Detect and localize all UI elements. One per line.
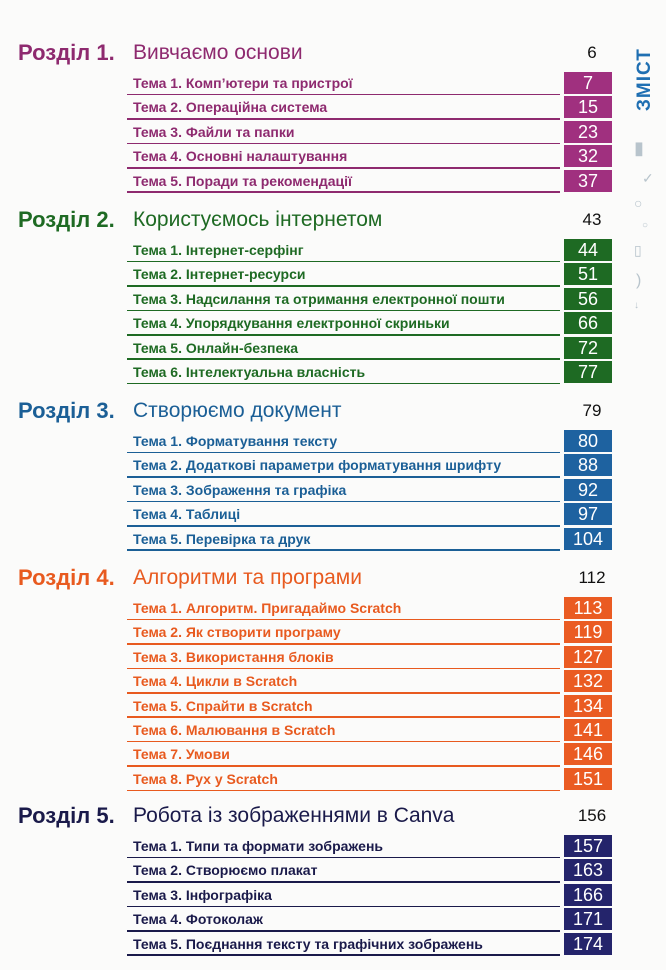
topic-page-number: 171: [564, 908, 612, 930]
list-item[interactable]: [127, 718, 612, 742]
topic-page-number: 72: [564, 337, 612, 359]
file-icon: ▯: [634, 242, 642, 258]
list-item[interactable]: [127, 883, 612, 907]
list-item[interactable]: [127, 858, 612, 882]
topic-label: Тема 8. Рух у Scratch: [133, 770, 278, 787]
topic-label: Тема 3. Файли та папки: [133, 123, 295, 140]
section-number: Розділ 5.: [18, 803, 115, 828]
list-item[interactable]: [127, 767, 612, 791]
list-item[interactable]: [127, 336, 612, 360]
topic-page-number: 97: [564, 503, 612, 525]
dot-icon: ○: [642, 220, 649, 231]
topic-page-number: 32: [564, 145, 612, 167]
topic-label: Тема 6. Інтелектуальна власність: [133, 363, 366, 380]
topic-label: Тема 1. Форматування тексту: [133, 433, 338, 449]
topic-page-number: 37: [564, 170, 612, 192]
arrow-icon: ↓: [634, 300, 639, 311]
topic-label: Тема 7. Умови: [133, 746, 230, 763]
topic-page-number: 51: [564, 263, 612, 285]
topic-label: Тема 4. Основні налаштування: [133, 148, 348, 165]
topic-label: Тема 5. Спрайти в Scratch: [133, 697, 313, 714]
topic-page-number: 132: [564, 670, 612, 692]
topic-label: Тема 1. Інтернет-серфінг: [133, 242, 304, 258]
topic-list: [127, 834, 612, 956]
topic-label: Тема 5. Поєднання тексту та графічних зображень: [133, 935, 483, 952]
topic-label: Тема 5. Онлайн-безпека: [133, 339, 299, 356]
list-item[interactable]: [127, 907, 612, 931]
topic-page-number: 77: [564, 361, 612, 383]
divider: [127, 549, 560, 551]
list-item[interactable]: [127, 71, 612, 95]
topic-page-number: 7: [564, 72, 612, 94]
topic-label: Тема 3. Використання блоків: [133, 648, 334, 665]
topic-page-number: 44: [564, 239, 612, 261]
list-item[interactable]: [127, 620, 612, 644]
list-item[interactable]: [127, 742, 612, 766]
list-item[interactable]: [127, 932, 612, 956]
topic-page-number: 134: [564, 695, 612, 717]
list-item[interactable]: [127, 262, 612, 286]
side-tab: [620, 20, 666, 350]
topic-page-number: 56: [564, 288, 612, 310]
section-page: 156: [577, 806, 607, 825]
list-item[interactable]: [127, 645, 612, 669]
check-icon: ✓: [642, 170, 654, 186]
topic-page-number: 157: [564, 835, 612, 857]
list-item[interactable]: [127, 596, 612, 620]
divider: [127, 954, 560, 956]
wifi-icon: ): [636, 272, 642, 289]
topic-page-number: 88: [564, 454, 612, 476]
topic-label: Тема 3. Зображення та графіка: [133, 481, 347, 498]
side-tab-label: ЗМІСТ: [634, 48, 655, 112]
topic-label: Тема 3. Інфографіка: [133, 886, 272, 903]
topic-page-number: 113: [564, 597, 612, 619]
list-item[interactable]: [127, 120, 612, 144]
list-item[interactable]: [127, 287, 612, 311]
section-page: 6: [587, 43, 597, 62]
topic-label: Тема 1. Алгоритм. Пригадаймо Scratch: [133, 600, 402, 616]
section-number: Розділ 2.: [18, 207, 115, 232]
section-page: 43: [582, 210, 602, 229]
list-item[interactable]: [127, 144, 612, 168]
section-header: [18, 801, 618, 831]
list-item[interactable]: [127, 834, 612, 858]
topic-label: Тема 2. Операційна система: [133, 99, 328, 116]
topic-page-number: 104: [564, 528, 612, 550]
topic-label: Тема 2. Інтернет-ресурси: [133, 266, 306, 283]
section-title: Вивчаємо основи: [133, 41, 303, 64]
topic-label: Тема 2. Додаткові параметри форматування шрифту: [133, 457, 502, 474]
list-item[interactable]: [127, 169, 612, 193]
section-number: Розділ 1.: [18, 40, 115, 65]
circle-icon: ○: [634, 195, 643, 211]
topic-page-number: 127: [564, 646, 612, 668]
list-item[interactable]: [127, 453, 612, 477]
list-item[interactable]: [127, 527, 612, 551]
topic-page-number: 66: [564, 312, 612, 334]
section-header: [18, 396, 618, 426]
section-title: Алгоритми та програми: [133, 566, 362, 589]
topic-label: Тема 2. Як створити програму: [133, 624, 341, 641]
list-item[interactable]: [127, 311, 612, 335]
topic-label: Тема 4. Фотоколаж: [133, 911, 263, 928]
section-header: [18, 205, 618, 235]
divider: [127, 790, 560, 792]
topic-page-number: 119: [564, 621, 612, 643]
topic-label: Тема 6. Малювання в Scratch: [133, 721, 336, 738]
list-item[interactable]: [127, 238, 612, 262]
section-title: Створюємо документ: [133, 399, 342, 422]
section-header: [18, 38, 618, 68]
topic-page-number: 151: [564, 768, 612, 790]
topic-label: Тема 4. Таблиці: [133, 506, 241, 523]
topic-page-number: 163: [564, 859, 612, 881]
list-item[interactable]: [127, 694, 612, 718]
topic-label: Тема 4. Цикли в Scratch: [133, 673, 298, 690]
topic-page-number: 92: [564, 479, 612, 501]
topic-list: [127, 71, 612, 193]
topic-label: Тема 4. Упорядкування електронної скриньки: [133, 315, 450, 332]
divider: [127, 383, 560, 385]
topic-page-number: 23: [564, 121, 612, 143]
topic-label: Тема 1. Комп’ютери та пристрої: [133, 75, 353, 91]
list-item[interactable]: [127, 669, 612, 693]
list-item[interactable]: [127, 502, 612, 526]
list-item[interactable]: [127, 478, 612, 502]
divider: [127, 191, 560, 193]
document-icon: ▮: [634, 138, 644, 158]
section-number: Розділ 3.: [18, 398, 115, 423]
topic-page-number: 141: [564, 719, 612, 741]
topic-list: [127, 429, 612, 551]
section-header: [18, 563, 618, 593]
list-item[interactable]: [127, 429, 612, 453]
section-number: Розділ 4.: [18, 565, 115, 590]
section-title: Робота із зображеннями в Canva: [133, 804, 455, 827]
topic-page-number: 80: [564, 430, 612, 452]
section-title: Користуємось інтернетом: [133, 208, 383, 231]
section-page: 79: [582, 401, 602, 420]
topic-label: Тема 5. Перевірка та друк: [133, 530, 311, 547]
topic-page-number: 166: [564, 884, 612, 906]
list-item[interactable]: [127, 95, 612, 119]
topic-page-number: 146: [564, 743, 612, 765]
topic-label: Тема 2. Створюємо плакат: [133, 862, 318, 879]
topic-page-number: 174: [564, 933, 612, 955]
topic-label: Тема 5. Поради та рекомендації: [133, 172, 352, 189]
topic-label: Тема 3. Надсилання та отримання електронної пошти: [133, 290, 505, 307]
topic-label: Тема 1. Типи та формати зображень: [133, 838, 384, 854]
topic-list: [127, 596, 612, 791]
section-page: 112: [578, 568, 606, 587]
topic-list: [127, 238, 612, 384]
topic-page-number: 15: [564, 96, 612, 118]
list-item[interactable]: [127, 360, 612, 384]
